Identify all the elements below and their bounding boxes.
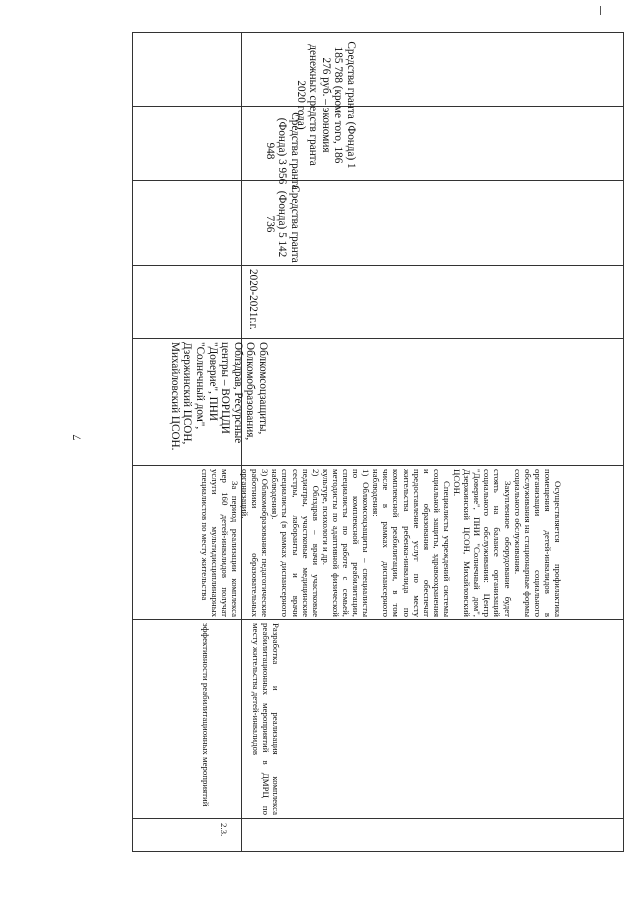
page-number: 7	[69, 434, 84, 441]
measures-table	[132, 32, 624, 852]
table-line	[133, 338, 623, 339]
table-line	[133, 465, 623, 466]
funds-column-2: Средства гранта (Фонда) 3 956 948	[263, 112, 301, 190]
measure-name: Разработка и реализация комплекса реабилитационных мероприятий в ДМРЦ по месту жительства детей-инвалидов	[250, 623, 281, 815]
table-line	[133, 265, 623, 266]
measure-executors: Облкомсоцзащиты, Облкомобразования, Облздрав, Ресурсные центры – ВОРЦДИ "Доверие", ПНИ "Солнечный дом", Дзержинский ЦСОН, Михайловский ЦСОН.	[168, 342, 269, 451]
table-line	[133, 180, 623, 181]
row-number: 2.3.	[219, 823, 229, 837]
scan-mark	[600, 6, 601, 15]
table-line	[133, 619, 623, 620]
table-line	[133, 106, 623, 107]
measure-period: 2020-2021г.г.	[247, 269, 259, 330]
table-line	[133, 818, 623, 819]
header-name-continuation: эффективности реабилитационных мероприятий	[201, 623, 211, 807]
funds-column-1: Средства гранта (Фонда) 5 142 736	[263, 185, 301, 263]
measure-description: Осуществляется профилактика помещения детей-инвалидов в организации социального обслуживания на стационарные формы социального обслуживания. Закупленное оборудование будет стоять на балансе организаций социального обслуживания: Центр "Доверие", ПНИ "Солнечный дом", Дзержинский ЦСОН, Михайловский ЦСОН. Специалисты учреждений системы социальной защиты, здравоохранения и образования обеспечат предоставление услуг по месту жительства ребенка-инвалида по комплексной реабилитации, в том числе в рамках диспансерного наблюдения: 1) Облкомсоцзащиты – специалисты по комплексной реабилитации, специалисты по работе с семьей, методисты по адаптивной физической культуре, психологи и др. 2) Облздрав – врачи участковые педиатры, участковые медицинские сестры, лаборанты и врачи специалисты (в рамках диспансерного наблюдения). 3) Облкомобразования: педагогические работники образовательных организаций. За период реализации комплекса мер 160 детей-инвалидов получат услуги мультидисциплинарных специалистов по месту жительства	[199, 469, 563, 617]
funds-column-3: Средства гранта (Фонда) 1 185 788 (кроме того, 186 276 руб. – экономия денежных средств гранта 2020 года)	[294, 41, 357, 169]
